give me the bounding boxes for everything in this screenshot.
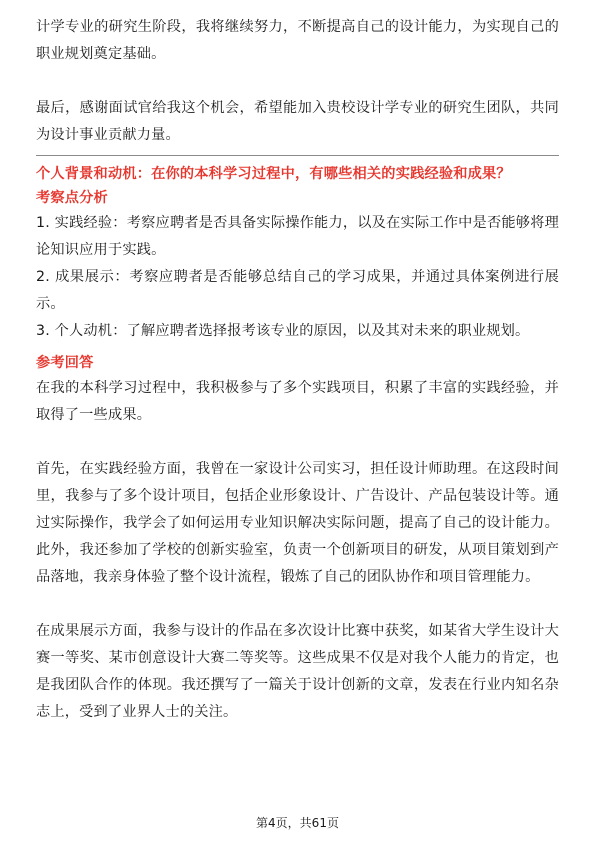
analysis-point: 2. 成果展示：考察应聘者是否能够总结自己的学习成果，并通过具体案例进行展示。 <box>36 269 559 312</box>
analysis-point: 1. 实践经验：考察应聘者是否具备实际操作能力，以及在实际工作中是否能够将理论知识应用于实践。 <box>36 215 559 258</box>
section-divider <box>36 155 559 156</box>
answer-paragraph: 在成果展示方面，我参与设计的作品在多次设计比赛中获奖，如某省大学生设计大赛一等奖、某市创意设计大赛二等奖等。这些成果不仅是对我个人能力的肯定，也是我团队合作的体现。我还撰写了一篇关于设计创新的文章，发表在行业内知名杂志上，受到了业界人士的关注。 <box>36 623 559 720</box>
intro-paragraph: 最后，感谢面试官给我这个机会，希望能加入贵校设计学专业的研究生团队，共同为设计事业贡献力量。 <box>36 100 559 143</box>
answer-label: 参考回答 <box>36 355 94 371</box>
analysis-label: 考察点分析 <box>36 190 108 206</box>
analysis-point: 3. 个人动机：了解应聘者选择报考该专业的原因，以及其对未来的职业规划。 <box>36 323 530 339</box>
intro-paragraph: 计学专业的研究生阶段，我将继续努力，不断提高自己的设计能力，为实现自己的职业规划奠定基础。 <box>36 19 559 62</box>
answer-paragraph: 首先，在实践经验方面，我曾在一家设计公司实习，担任设计师助理。在这段时间里，我参与了多个设计项目，包括企业形象设计、广告设计、产品包装设计等。通过实际操作，我学会了如何运用专业知识解决实际问题，提高了自己的设计能力。此外，我还参加了学校的创新实验室，负责一个创新项目的研发，从项目策划到产品落地，我亲身体验了整个设计流程，锻炼了自己的团队协作和项目管理能力。 <box>36 461 559 585</box>
document-page <box>36 14 559 726</box>
page-number-footer: 第4页，共61页 <box>256 816 339 830</box>
answer-paragraph: 在我的本科学习过程中，我积极参与了多个实践项目，积累了丰富的实践经验，并取得了一些成果。 <box>36 380 559 423</box>
question-heading: 个人背景和动机：在你的本科学习过程中，有哪些相关的实践经验和成果？ <box>36 166 511 182</box>
